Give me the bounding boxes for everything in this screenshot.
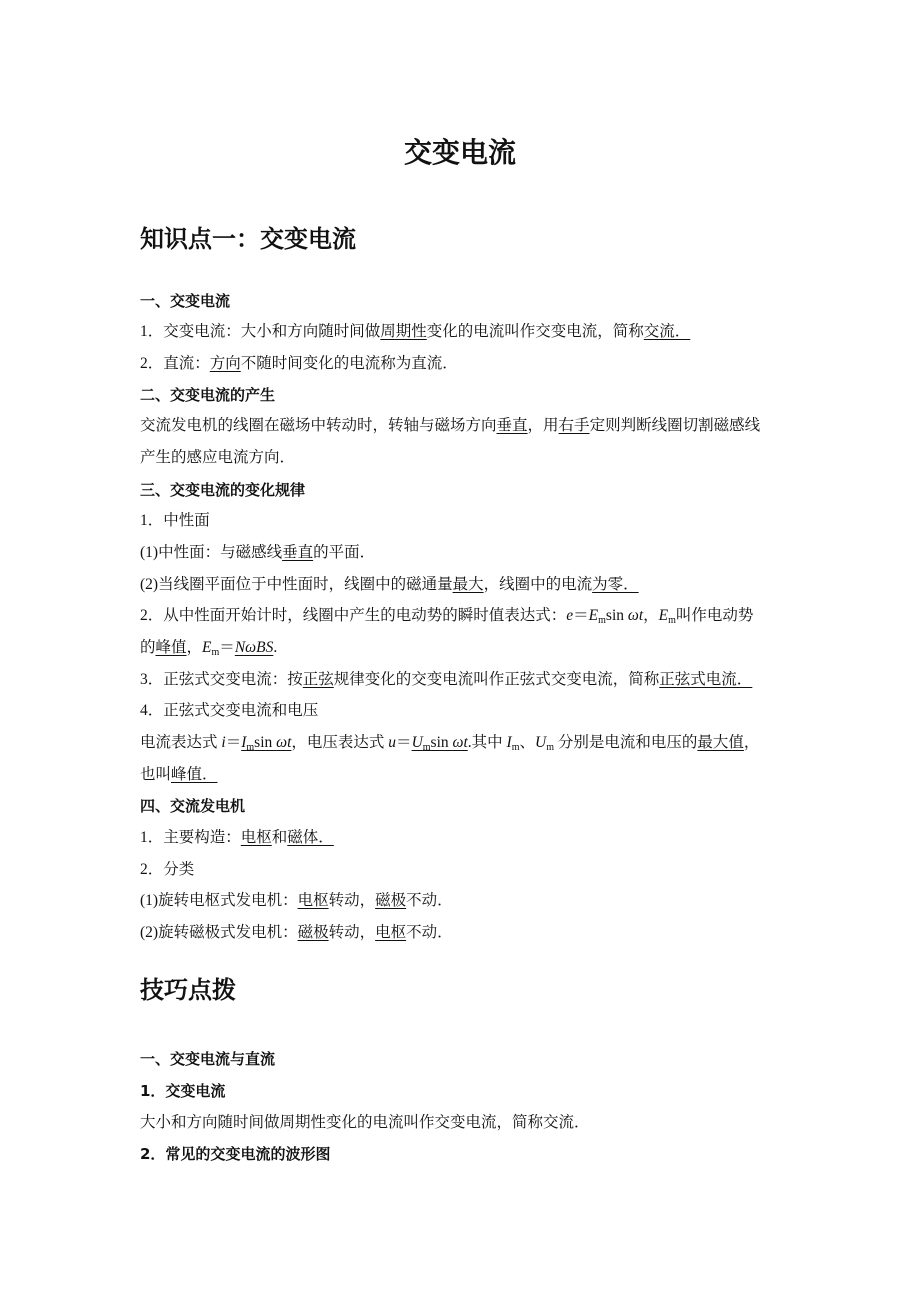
subheading-generator: 四、交流发电机 <box>140 797 246 815</box>
line-also-called: 也叫峰值． <box>140 766 218 783</box>
line-generation-2: 产生的感应电流方向． <box>140 449 296 466</box>
subheading-waveforms: 2．常见的交变电流的波形图 <box>140 1145 331 1163</box>
subheading-law: 三、交变电流的变化规律 <box>140 481 306 499</box>
line-peak-value: 的峰值，$E_m=N\omega BS$. <box>140 639 278 658</box>
subheading-generation: 二、交变电流的产生 <box>140 386 276 404</box>
line-expressions: 电流表达式 $i=I_m\sin$ ωt，电压表达式 $u=U_m\sin$ ωt.其中 $I_m$、$U_m$ 分别是电流和电压的最大值， <box>140 734 760 753</box>
subheading-ac: 一、交变电流 <box>140 292 231 310</box>
line-generation-1: 交流发电机的线圈在磁场中转动时，转轴与磁场方向垂直，用右手定则判断线圈切割磁感线 <box>140 417 761 434</box>
line-construction: 1．主要构造：电枢和磁体． <box>140 829 334 846</box>
line-classification: 2．分类 <box>140 861 195 878</box>
line-rotating-pole: (2)旋转磁极式发电机：磁极转动，电枢不动． <box>140 924 453 941</box>
line-neutral-plane-def: (1)中性面：与磁感线垂直的平面． <box>140 544 376 561</box>
section-heading-knowledge: 知识点一：交变电流 <box>140 225 356 253</box>
subheading-ac-2: 1．交变电流 <box>140 1082 226 1100</box>
line-sinusoidal-ac: 3．正弦式交变电流：按正弦规律变化的交变电流叫作正弦式交变电流，简称正弦式电流． <box>140 671 753 688</box>
document-title: 交变电流 <box>403 136 516 169</box>
line-dc-definition: 2．直流：方向不随时间变化的电流称为直流． <box>140 355 458 372</box>
line-rotating-armature: (1)旋转电枢式发电机：电枢转动，磁极不动． <box>140 892 453 909</box>
line-neutral-plane: 1．中性面 <box>140 512 210 529</box>
section-heading-tips: 技巧点拨 <box>140 976 236 1004</box>
line-emf-expression: 2．从中性面开始计时，线圈中产生的电动势的瞬时值表达式：$e=E_m\sin$ ωt，$E_m$叫作电动势 <box>140 607 754 626</box>
line-current-voltage: 4．正弦式交变电流和电压 <box>140 702 319 719</box>
line-neutral-plane-flux: (2)当线圈平面位于中性面时，线圈中的磁通量最大，线圈中的电流为零． <box>140 576 639 593</box>
line-ac-definition-2: 大小和方向随时间做周期性变化的电流叫作交变电流，简称交流． <box>140 1114 590 1131</box>
subheading-ac-dc: 一、交变电流与直流 <box>140 1050 276 1068</box>
line-ac-definition: 1．交变电流：大小和方向随时间做周期性变化的电流叫作交变电流，简称交流． <box>140 323 691 340</box>
